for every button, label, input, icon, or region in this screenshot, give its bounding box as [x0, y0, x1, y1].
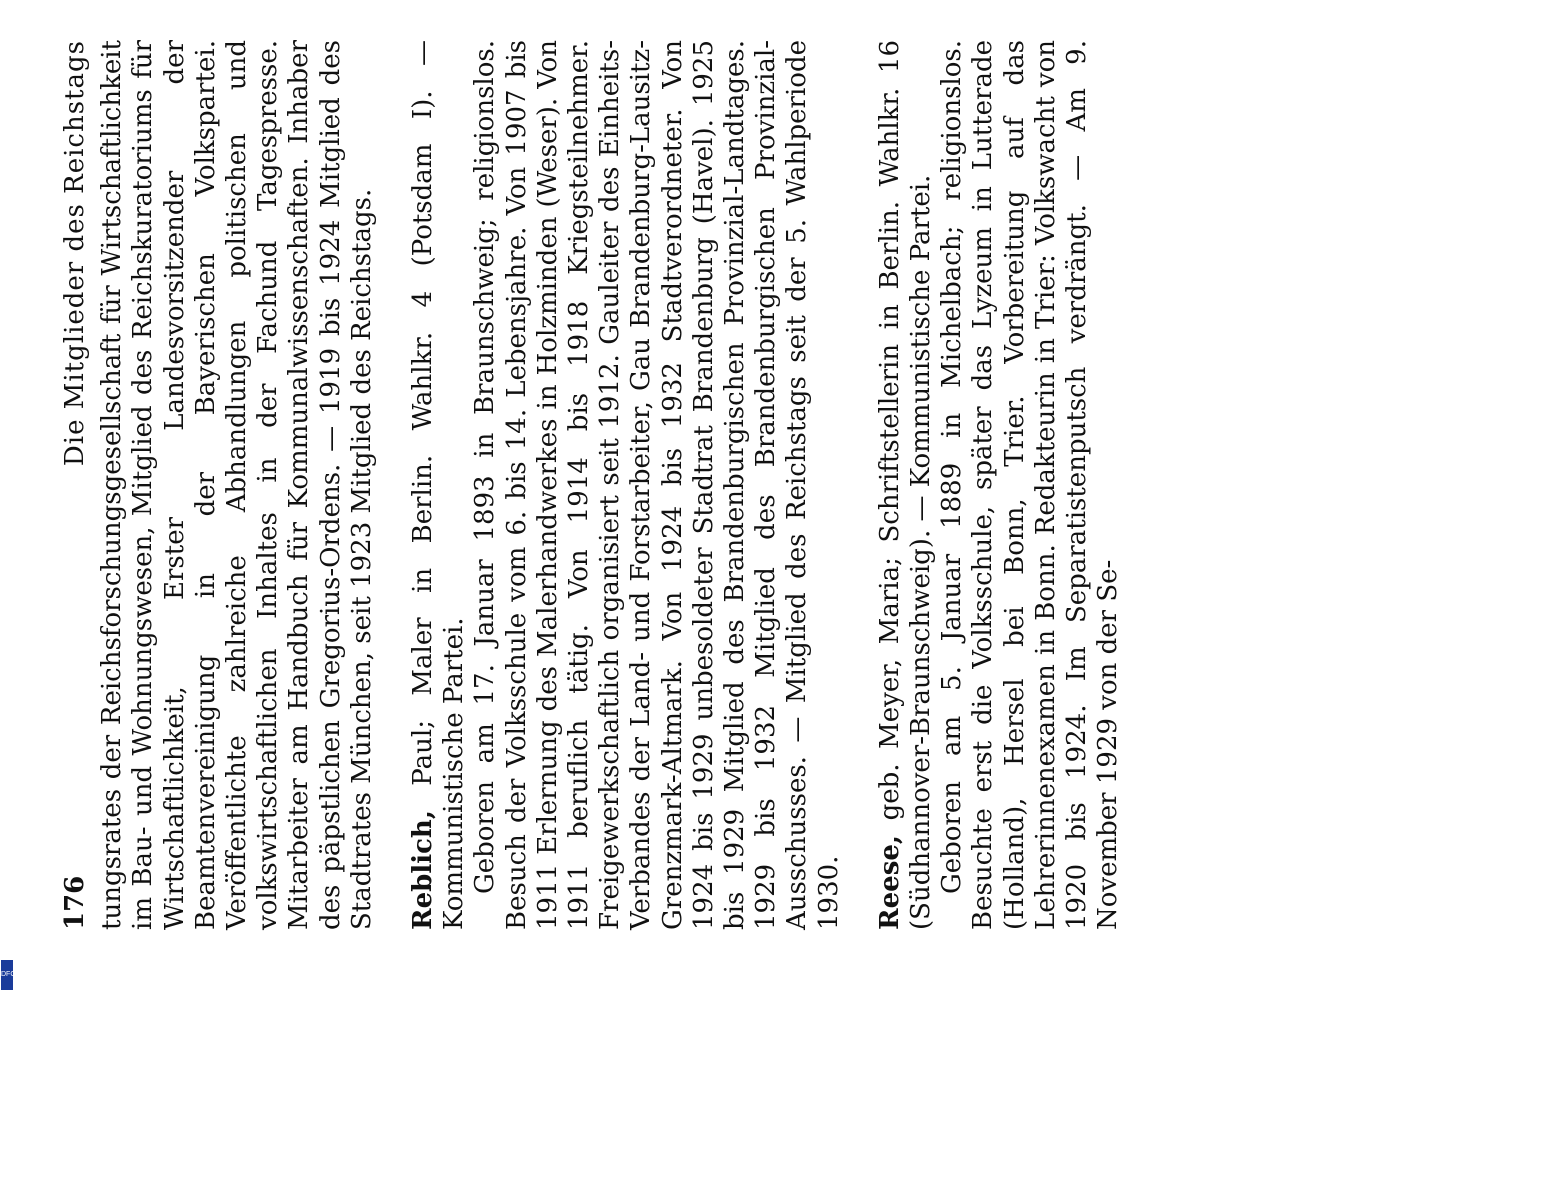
entry-name: Reblich, [408, 810, 439, 930]
biography-entry [875, 40, 1125, 930]
entry-headline [875, 40, 937, 930]
entry-headline-text: geb. Meyer, Maria; Schriftstellerin in Berlin. Wahlkr. 16 (Südhannover-Braunschweig). — Kommunistische Partei. [874, 40, 937, 930]
biography-entry [408, 40, 845, 930]
dfg-logo: DFG [1, 960, 13, 990]
text-column [60, 40, 1155, 930]
continuation-text: tungsrates der Reichsforschungsgesellschaft für Wirtschaftlichkeit im Bau- und Wohnungswesen, Mitglied des Reichskuratoriums für Wirtschaftlichkeit, Erster Landesvorsitzender der Beamtenvereinigung in der Bayerischen Volkspartei. Veröffentlichte zahlreiche Abhandlungen politischen und volkswirtschaftlichen Inhaltes in der Fachund Tagespresse. Mitarbeiter am Handbuch für Kommunalwissenschaften. Inhaber des päpstlichen Gregorius-Ordens. — 1919 bis 1924 Mitglied des Stadtrates München, seit 1923 Mitglied des Reichstags. [97, 40, 377, 930]
entry-name: Reese, [874, 835, 905, 930]
digitization-note [0, 600, 14, 1000]
entry-body: Geboren am 17. Januar 1893 in Braunschweig; religionslos. Besuch der Volksschule vom 6. bis 14. Lebensjahre. Von 1907 bis 1911 Erlernung des Malerhandwerkes in Holzminden (Weser). Von 1911 beruflich tätig. Von 1914 bis 1918 Kriegsteilnehmer. Freigewerkschaftlich organisiert seit 1912. Gauleiter des Einheits-Verbandes der Land- und Forstarbeiter, Gau Brandenburg-Lausitz-Grenzmark-Altmark. Von 1924 bis 1932 Stadtverordneter. Von 1924 bis 1929 unbesoldeter Stadtrat Brandenburg (Havel). 1925 bis 1929 Mitglied des Brandenburgischen Provinzial-Landtages. 1929 bis 1932 Mitglied des Brandenburgischen Provinzial-Ausschusses. — Mitglied des Reichstags seit der 5. Wahlperiode 1930. [470, 40, 844, 930]
entry-headline-text: Paul; Maler in Berlin. Wahlkr. 4 (Potsdam I). — Kommunistische Partei. [408, 40, 470, 930]
running-title: Die Mitglieder des Reichstags [60, 40, 90, 467]
entry-headline [408, 40, 470, 930]
entry-body: Geboren am 5. Januar 1889 in Michelbach; religionslos. Besuchte erst die Volksschule, später das Lyzeum in Lutterade (Holland), Hersel bei Bonn, Trier. Vorbereitung auf das Lehrerinnenexamen in Bonn. Redakteurin in Trier: Volkswacht von 1920 bis 1924. Im Separatistenputsch verdrängt. — Am 9. November 1929 von der Se- [937, 40, 1124, 930]
continuation-paragraph [97, 40, 378, 930]
page-header [60, 40, 91, 930]
page-number: 176 [60, 875, 90, 930]
